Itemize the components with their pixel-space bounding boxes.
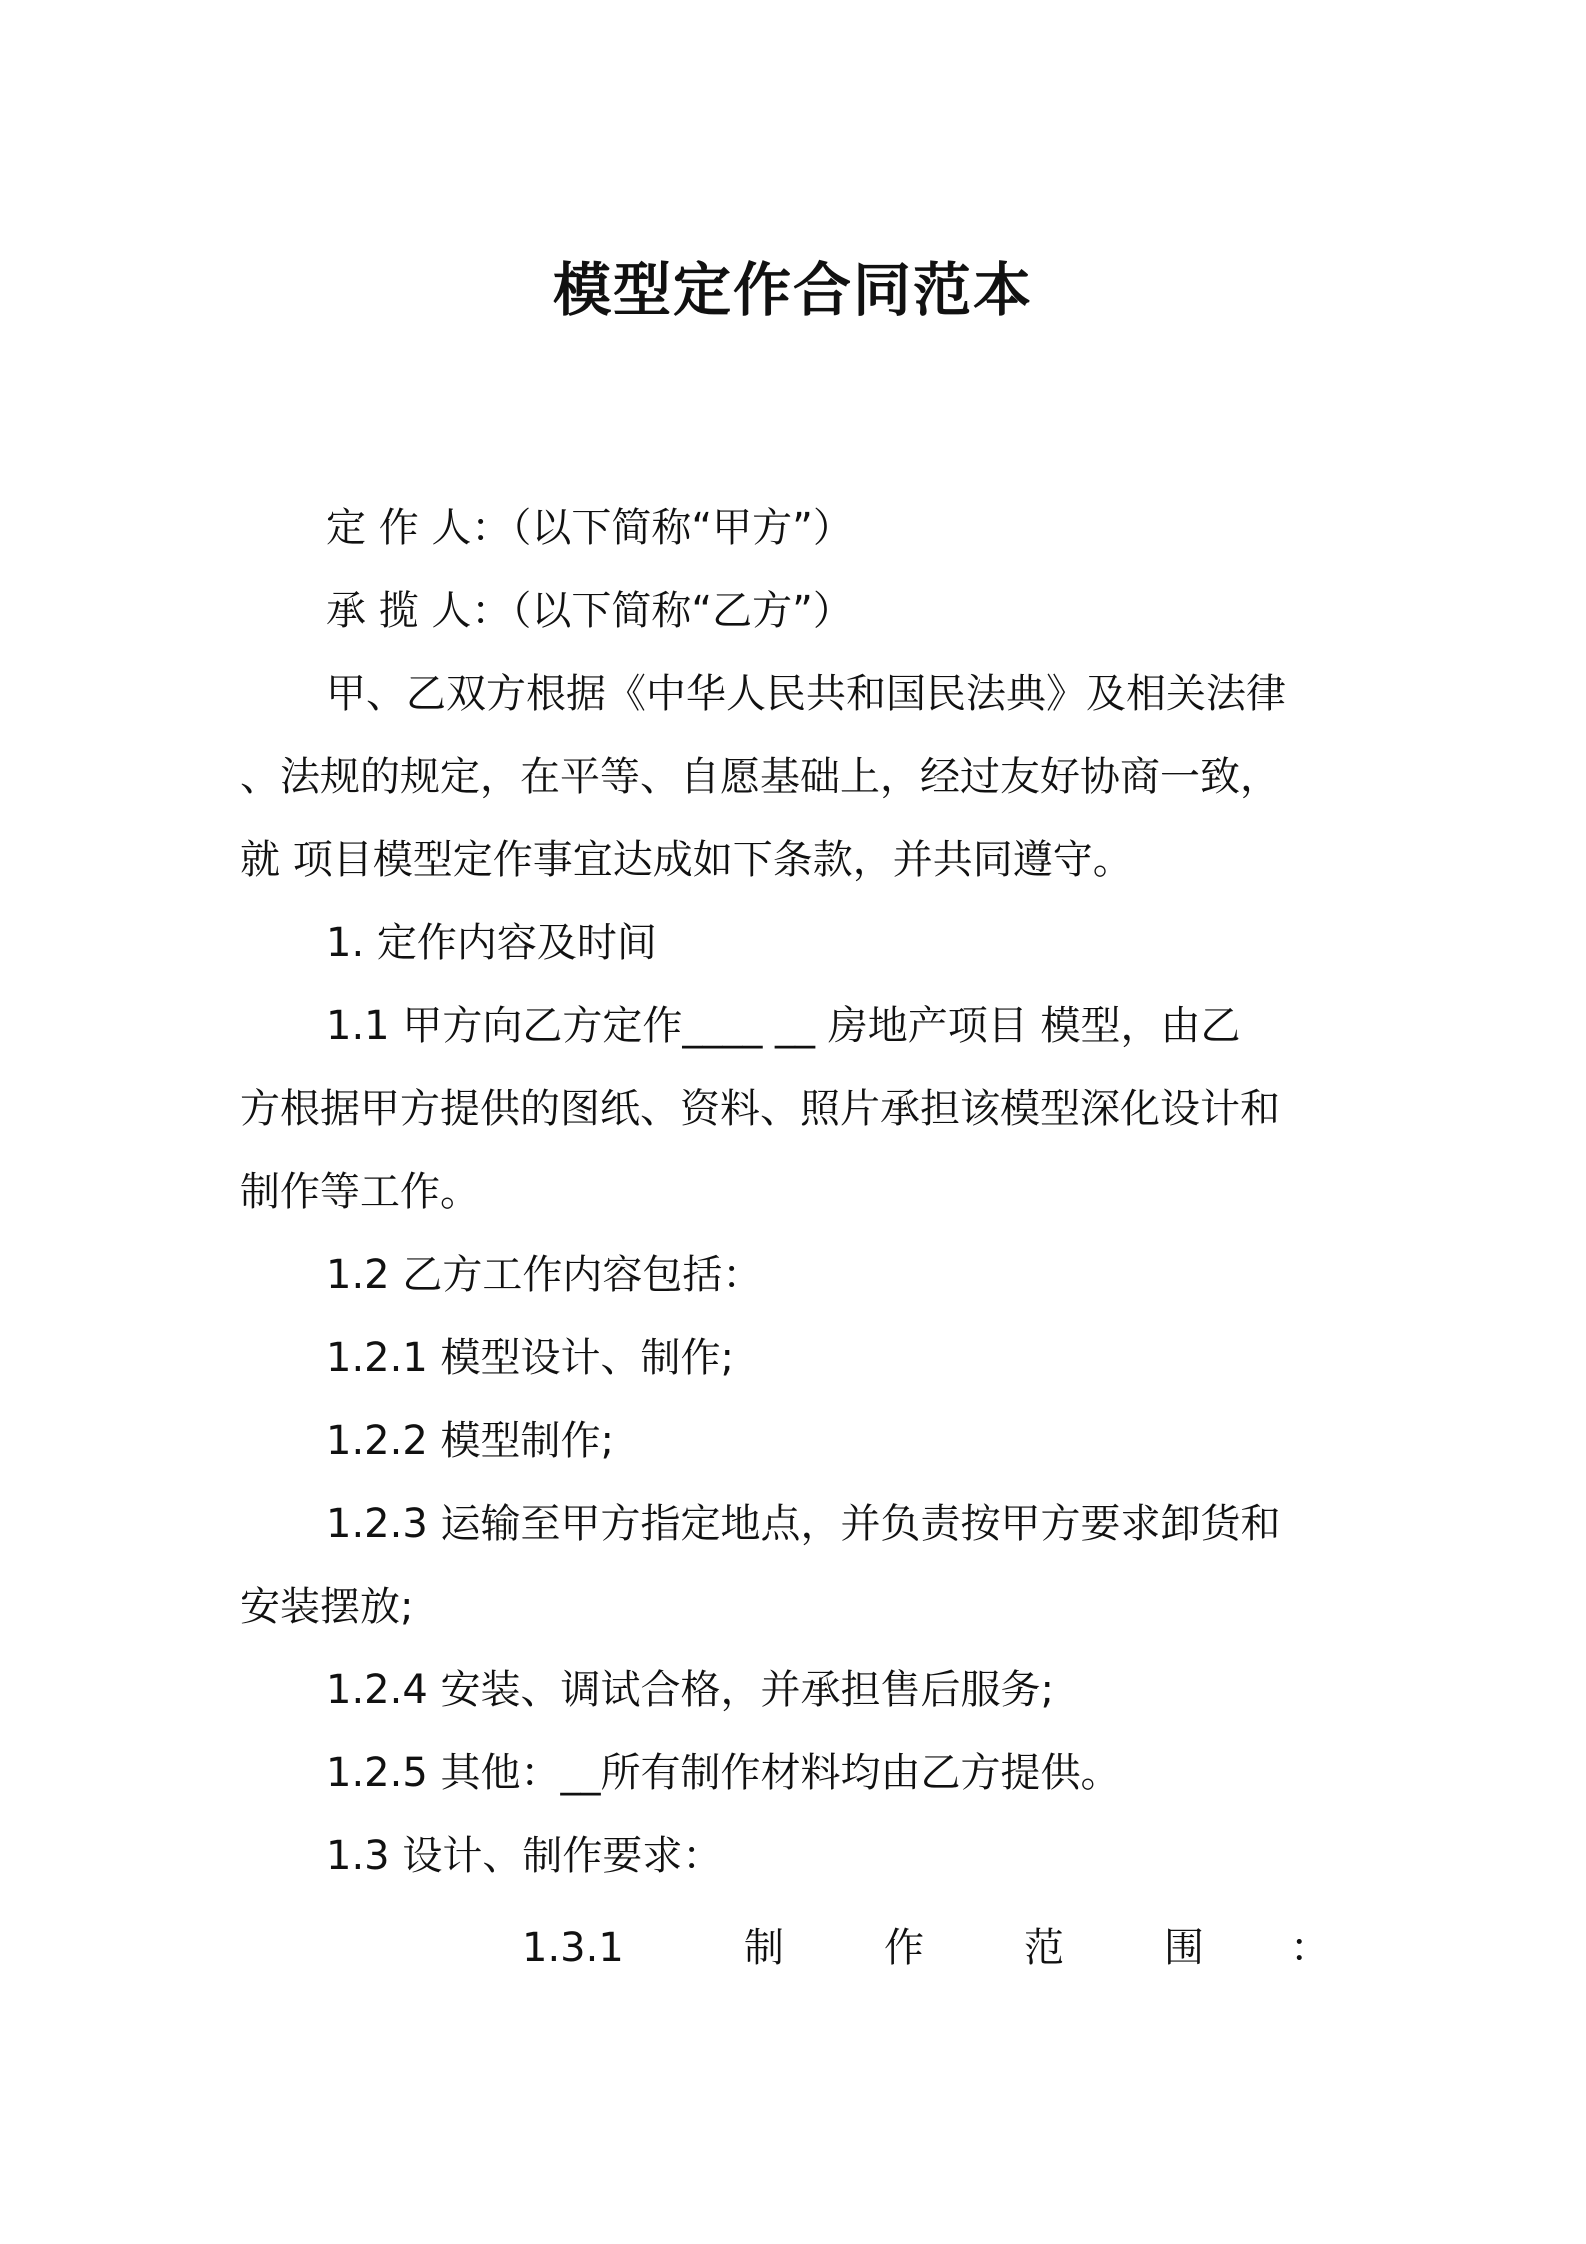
clause-1-2-2: 1.2.2 模型制作; xyxy=(326,1418,614,1464)
clause-1-2: 1.2 乙方工作内容包括： xyxy=(326,1252,763,1298)
intro-paragraph-line-3: 就 项目模型定作事宜达成如下条款，并共同遵守。 xyxy=(240,837,1133,883)
intro-paragraph-line-1: 甲、乙双方根据《中华人民共和国民法典》及相关法律 xyxy=(326,671,1286,717)
clause-1-1-line-2: 方根据甲方提供的图纸、资料、照片承担该模型深化设计和 xyxy=(240,1086,1280,1132)
section-1-heading: 1. 定作内容及时间 xyxy=(326,920,657,966)
clause-1-2-5: 1.2.5 其他：__所有制作材料均由乙方提供。 xyxy=(326,1750,1121,1796)
clause-1-3-1-colon: ： xyxy=(1290,1925,1330,1971)
party-b-line: 承 揽 人：（以下简称“乙方”） xyxy=(326,588,853,634)
clause-1-3-1-char-3: 范 xyxy=(1024,1925,1064,1971)
intro-paragraph-line-2: 、法规的规定，在平等、自愿基础上，经过友好协商一致， xyxy=(240,754,1280,800)
clause-1-3-1-char-2: 作 xyxy=(884,1925,924,1971)
clause-1-3: 1.3 设计、制作要求： xyxy=(326,1833,723,1879)
clause-1-1-line-1: 1.1 甲方向乙方定作____ __ 房地产项目 模型，由乙 xyxy=(326,1003,1241,1049)
clause-1-3-1-number: 1.3.1 xyxy=(522,1925,624,1971)
clause-1-1-line-3: 制作等工作。 xyxy=(240,1169,480,1215)
clause-1-2-1: 1.2.1 模型设计、制作; xyxy=(326,1335,734,1381)
clause-1-3-1-char-1: 制 xyxy=(744,1925,784,1971)
clause-1-3-1-char-4: 围 xyxy=(1164,1925,1204,1971)
clause-1-3-1 xyxy=(522,1920,1330,1976)
clause-1-2-3-line-2: 安装摆放; xyxy=(240,1584,414,1630)
clause-1-2-3-line-1: 1.2.3 运输至甲方指定地点，并负责按甲方要求卸货和 xyxy=(326,1501,1281,1547)
party-a-line: 定 作 人：（以下简称“甲方”） xyxy=(326,505,853,551)
clause-1-2-4: 1.2.4 安装、调试合格，并承担售后服务; xyxy=(326,1667,1054,1713)
document-title: 模型定作合同范本 xyxy=(552,256,1033,324)
